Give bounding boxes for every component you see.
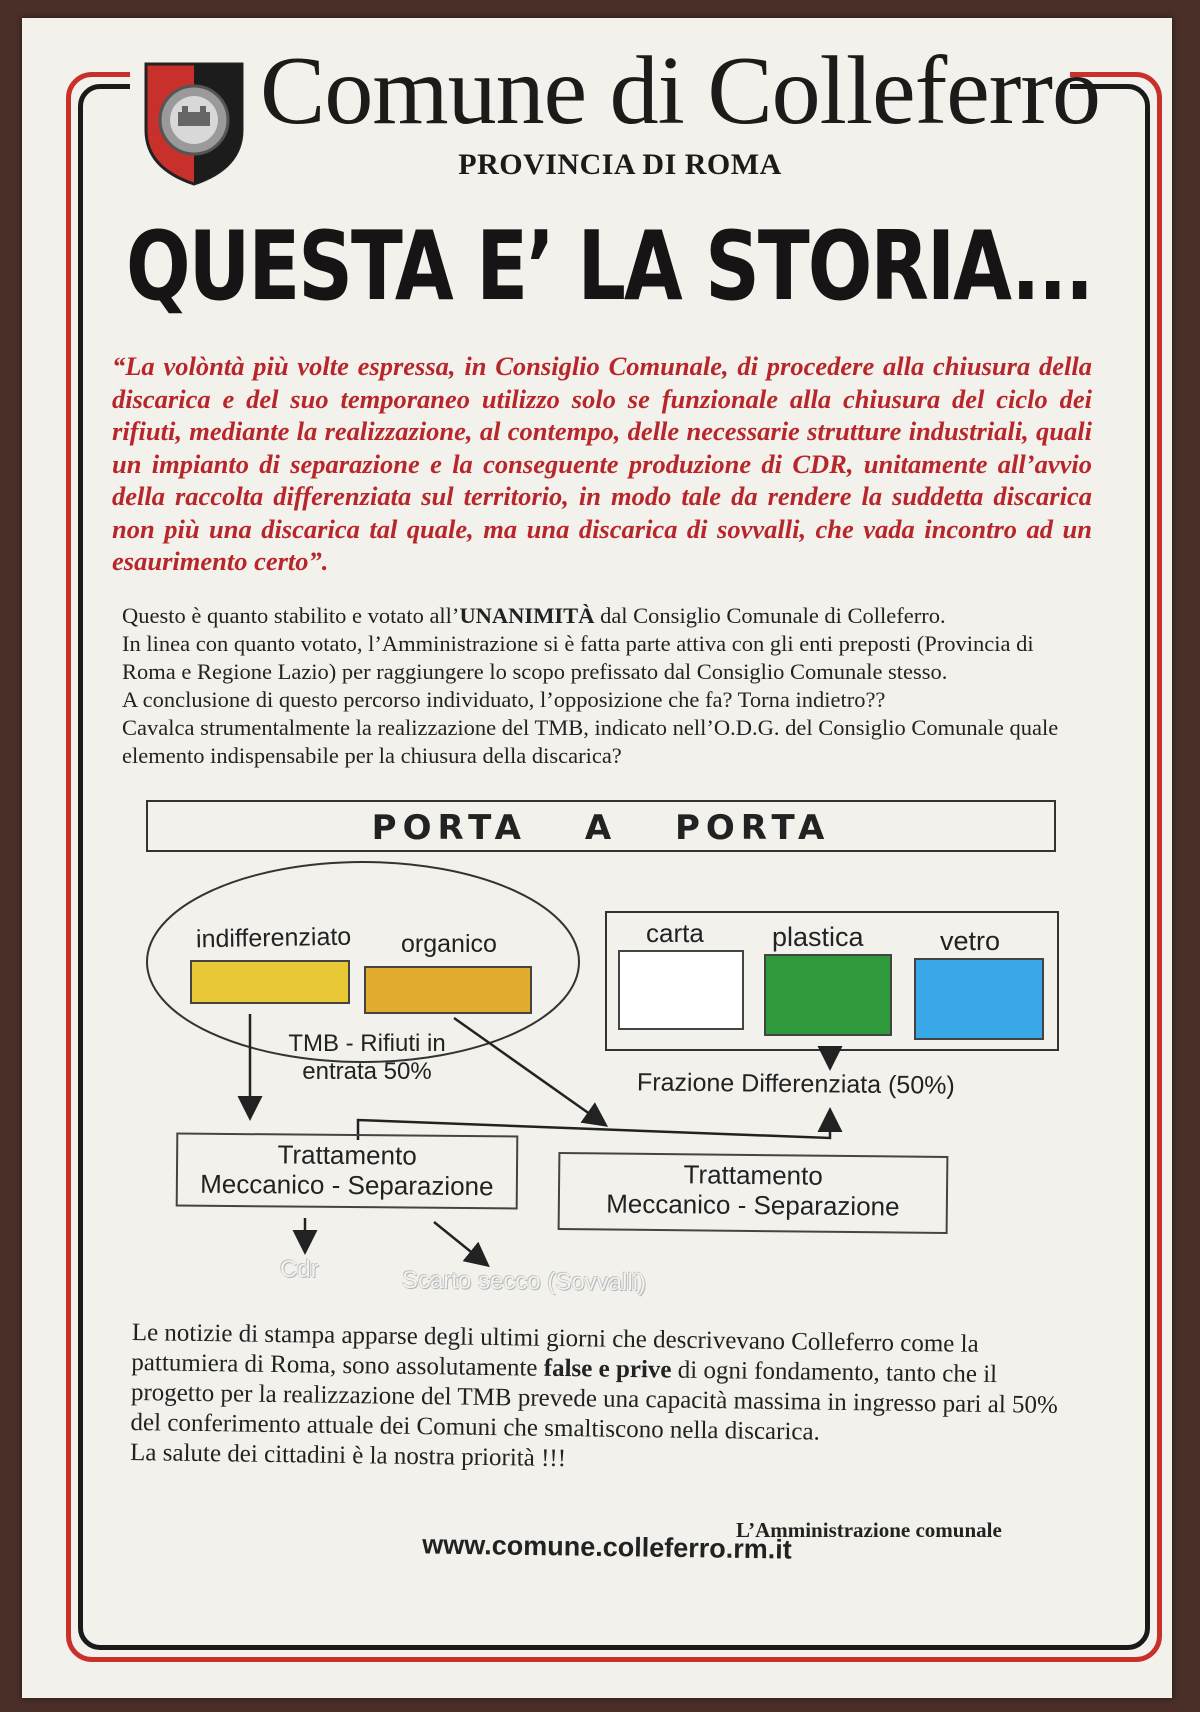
tmb-label-line1: TMB - Rifiuti in (288, 1030, 446, 1057)
bin-carta (618, 950, 744, 1030)
paragraph-tmb-question: Cavalca strumentalmente la realizzazione del TMB, indicato nell’O.D.G. del Consiglio Comunale quale elemento indispensabile per la chiusura della discarica? (122, 715, 1059, 768)
body-text-press (130, 1318, 1078, 1481)
treatment-box-right (558, 1152, 949, 1234)
bin-organico (364, 966, 532, 1014)
bin-vetro (914, 958, 1044, 1040)
bin-indifferenziato (190, 960, 350, 1004)
arrow-organico-to-treatment (454, 1018, 604, 1124)
page-subtitle: PROVINCIA DI ROMA (458, 148, 782, 181)
treatment-box-left (176, 1133, 519, 1210)
label-plastica: plastica (772, 922, 864, 952)
bin-plastica (764, 954, 892, 1036)
arrow-to-scarto (434, 1222, 486, 1264)
signature: L’Amministrazione comunale (736, 1518, 1002, 1542)
paragraph-press-news: Le notizie di stampa apparse degli ultimi giorni che descrivevano Colleferro come la pattumiera di Roma, sono assolutamente false e prive di ogni fondamento, tanto che il progetto per la realizzazione del TMB prevede una capacità massima in ingresso pari al 50% del conferimento attuale dei Comuni che smaltiscono nella discarica. (130, 1318, 1059, 1446)
frazione-differenziata-label: Frazione Differenziata (50%) (636, 1068, 955, 1100)
paragraph-administration: In linea con quanto votato, l’Amministrazione si è fatta parte attiva con gli enti preposti (Provincia di Roma e Regione Lazio) per raggiungere lo scopo prefissato dal Consiglio Comunale stesso. (122, 631, 1034, 684)
label-carta: carta (646, 918, 704, 948)
output-cdr: Cdr (280, 1256, 319, 1283)
porta-a-porta-title: PORTA A PORTA (371, 808, 831, 848)
label-vetro: vetro (940, 926, 1001, 956)
label-organico: organico (401, 930, 497, 958)
headline: QUESTA E’ LA STORIA... (126, 210, 1092, 322)
tmb-label-line2: entrata 50% (302, 1058, 432, 1085)
label-indifferenziato: indifferenziato (195, 922, 352, 954)
page-title: Comune di Colleferro (260, 37, 1101, 145)
output-scarto-secco: Scarto secco (Sovvalli) (401, 1266, 647, 1297)
paragraph-opposition: A conclusione di questo percorso individuato, l’opposizione che fa? Torna indietro?? (122, 687, 886, 712)
paragraph-unanimity: Questo è quanto stabilito e votato all’UNANIMITÀ dal Consiglio Comunale di Colleferro. (122, 603, 946, 628)
council-quote: “La volòntà più volte espressa, in Consiglio Comunale, di procedere alla chiusura della discarica e del suo temporaneo utilizzo solo se funzionale alla chiusura del ciclo dei rifiuti, mediante la realizzazione, al contempo, delle necessarie strutture industriali, quali un impianto di separazione e la conseguente produzione di CDR, unitamente all’avvio della raccolta differenziata sul territorio, in modo tale da rendere la suddetta discarica non più una discarica tal quale, ma una discarica di sovvalli, che vada incontro ad un esaurimento certo”. (112, 351, 1092, 576)
treatment-right-line2: Meccanico - Separazione (606, 1188, 900, 1222)
treatment-right-line1: Trattamento (683, 1159, 823, 1191)
treatment-left-line2: Meccanico - Separazione (200, 1168, 494, 1202)
paragraph-priority: La salute dei cittadini è la nostra priorità !!! (129, 1438, 567, 1473)
treatment-left-line1: Trattamento (277, 1139, 417, 1171)
website-url[interactable]: www.comune.colleferro.rm.it (422, 1529, 792, 1565)
